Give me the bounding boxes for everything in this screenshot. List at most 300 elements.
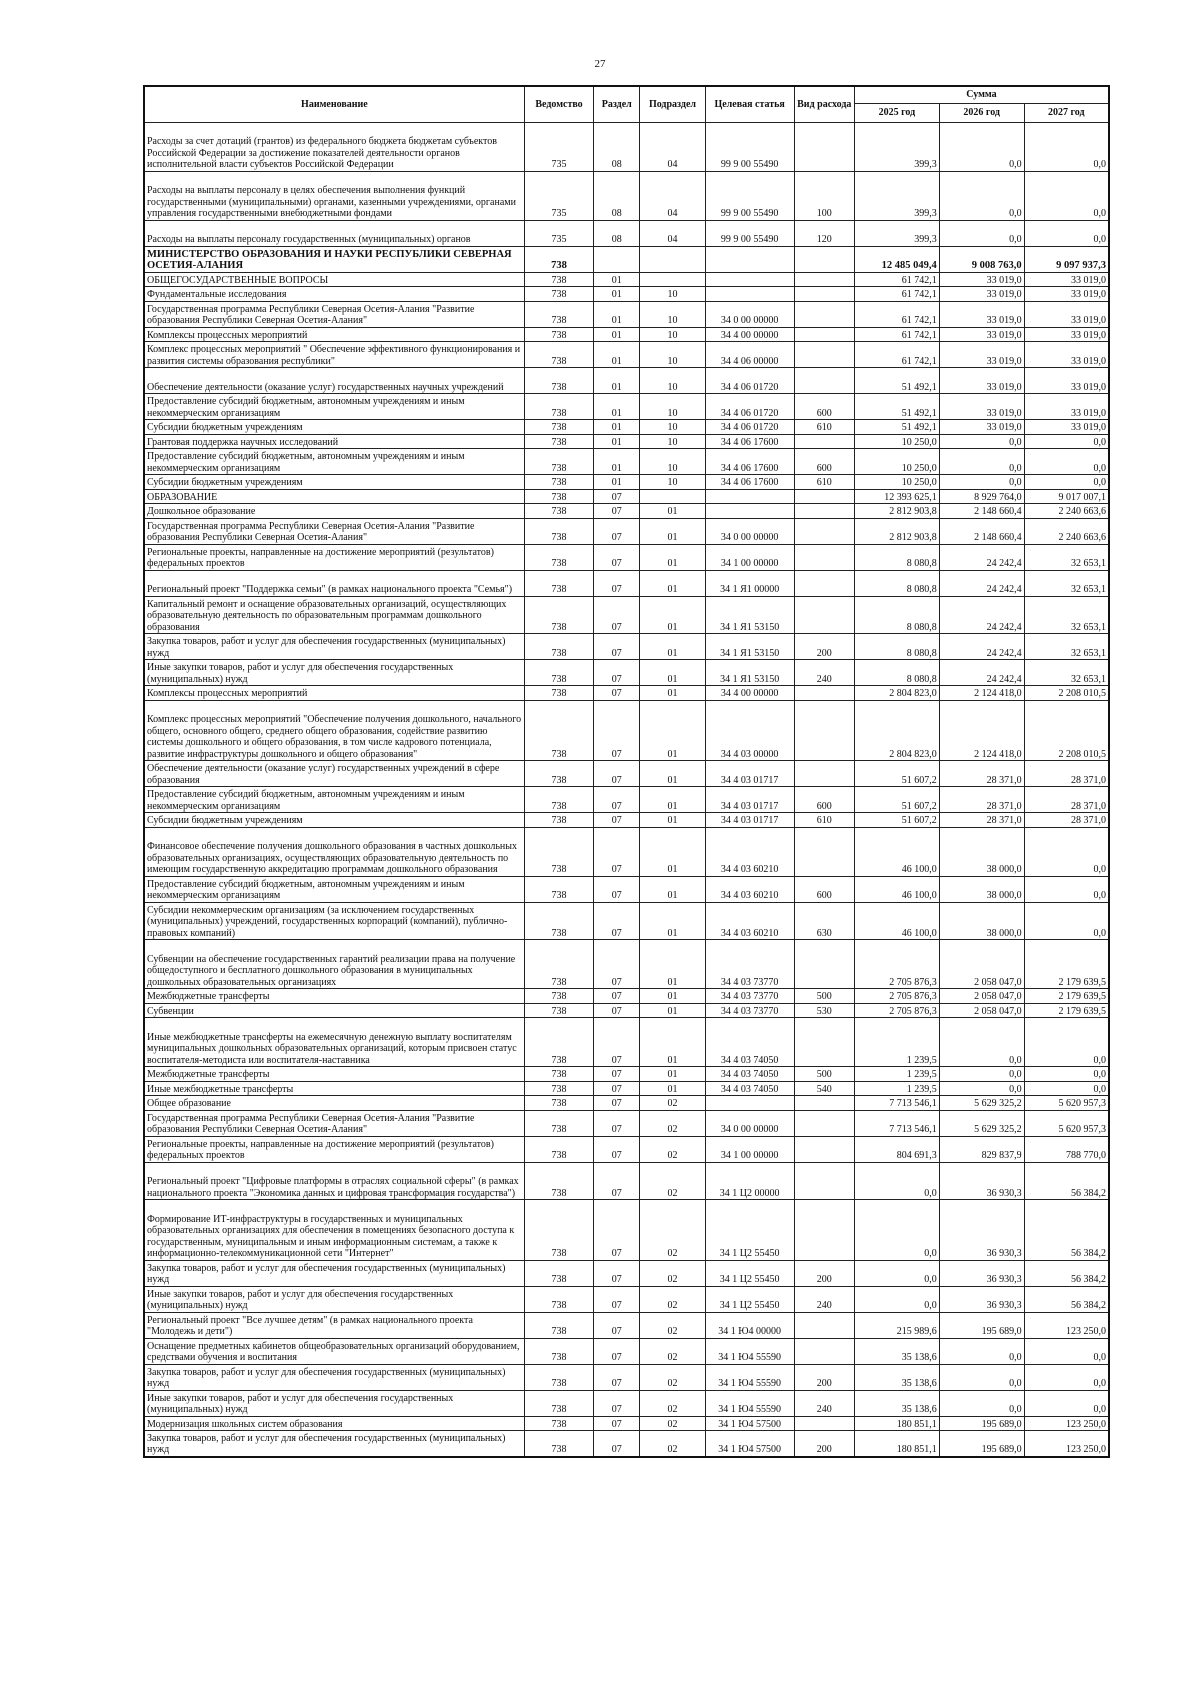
row-vedomstvo: 738 <box>524 420 594 435</box>
row-vedomstvo: 738 <box>524 700 594 761</box>
row-target: 34 4 00 00000 <box>705 327 794 342</box>
row-name: Иные межбюджетные трансферты на ежемесячную денежную выплату воспитателям муниципальных дошкольных образовательных организаций, которым присвоен статус воспитателя-методиста или воспитателя-наставника <box>144 1018 524 1067</box>
row-podrazdel: 10 <box>640 475 705 490</box>
row-podrazdel: 01 <box>640 504 705 519</box>
row-2027: 788 770,0 <box>1024 1136 1109 1162</box>
row-2025: 61 742,1 <box>854 272 939 287</box>
row-name: Обеспечение деятельности (оказание услуг) государственных научных учреждений <box>144 368 524 394</box>
row-name: Субсидии бюджетным учреждениям <box>144 813 524 828</box>
row-target: 34 4 06 01720 <box>705 368 794 394</box>
table-row <box>144 634 1109 660</box>
row-2027: 33 019,0 <box>1024 287 1109 302</box>
row-razdel: 07 <box>594 989 640 1004</box>
row-2025: 46 100,0 <box>854 902 939 940</box>
table-row <box>144 171 1109 220</box>
row-vid <box>794 504 854 519</box>
row-2026: 24 242,4 <box>939 634 1024 660</box>
row-2025: 61 742,1 <box>854 342 939 368</box>
row-2027: 0,0 <box>1024 449 1109 475</box>
row-target: 34 1 Ц2 55450 <box>705 1260 794 1286</box>
row-vedomstvo: 738 <box>524 327 594 342</box>
row-2027: 2 179 639,5 <box>1024 989 1109 1004</box>
row-vid <box>794 1096 854 1111</box>
row-podrazdel: 01 <box>640 544 705 570</box>
row-vid: 200 <box>794 634 854 660</box>
row-vid <box>794 368 854 394</box>
row-name: Комплекс процессных мероприятий "Обеспечение получения дошкольного, начального общего, основного общего, среднего общего образования, содействие развитию системы дошкольного и общего образования, в том числе кадрового потенциала, развитие инфраструктуры дошкольного и общего образования" <box>144 700 524 761</box>
row-2026: 0,0 <box>939 1338 1024 1364</box>
row-2026: 28 371,0 <box>939 813 1024 828</box>
row-2027: 33 019,0 <box>1024 342 1109 368</box>
row-target: 34 0 00 00000 <box>705 518 794 544</box>
table-row <box>144 449 1109 475</box>
row-vedomstvo: 738 <box>524 1200 594 1261</box>
row-2026: 33 019,0 <box>939 342 1024 368</box>
row-vid <box>794 544 854 570</box>
row-2026: 36 930,3 <box>939 1162 1024 1200</box>
row-2025: 8 080,8 <box>854 634 939 660</box>
row-vedomstvo: 738 <box>524 660 594 686</box>
table-row <box>144 246 1109 272</box>
row-name: ОБРАЗОВАНИЕ <box>144 489 524 504</box>
row-name: Закупка товаров, работ и услуг для обеспечения государственных (муниципальных) нужд <box>144 1431 524 1457</box>
row-vedomstvo: 738 <box>524 544 594 570</box>
row-podrazdel: 02 <box>640 1338 705 1364</box>
row-razdel: 07 <box>594 940 640 989</box>
row-2027: 56 384,2 <box>1024 1260 1109 1286</box>
row-vid <box>794 1312 854 1338</box>
row-2026: 2 124 418,0 <box>939 686 1024 701</box>
row-razdel: 07 <box>594 1162 640 1200</box>
row-name: Расходы на выплаты персоналу государственных (муниципальных) органов <box>144 220 524 246</box>
row-name: Комплексы процессных мероприятий <box>144 686 524 701</box>
table-row <box>144 596 1109 634</box>
row-target <box>705 1096 794 1111</box>
row-razdel: 07 <box>594 1018 640 1067</box>
row-2025: 12 393 625,1 <box>854 489 939 504</box>
row-razdel: 07 <box>594 1136 640 1162</box>
row-2025: 399,3 <box>854 220 939 246</box>
row-podrazdel: 01 <box>640 570 705 596</box>
row-target: 34 4 03 60210 <box>705 902 794 940</box>
table-row <box>144 1338 1109 1364</box>
row-vid <box>794 761 854 787</box>
row-2027: 0,0 <box>1024 902 1109 940</box>
table-row <box>144 902 1109 940</box>
row-vedomstvo: 735 <box>524 122 594 171</box>
row-razdel: 07 <box>594 813 640 828</box>
row-2027: 0,0 <box>1024 475 1109 490</box>
row-2025: 1 239,5 <box>854 1018 939 1067</box>
row-2026: 0,0 <box>939 475 1024 490</box>
row-target: 34 4 06 17600 <box>705 449 794 475</box>
row-2026: 0,0 <box>939 171 1024 220</box>
row-razdel: 08 <box>594 171 640 220</box>
table-row <box>144 220 1109 246</box>
row-2026: 2 148 660,4 <box>939 518 1024 544</box>
row-target: 34 4 03 73770 <box>705 940 794 989</box>
row-target: 99 9 00 55490 <box>705 220 794 246</box>
row-podrazdel: 01 <box>640 813 705 828</box>
row-vid: 600 <box>794 787 854 813</box>
row-razdel: 07 <box>594 1431 640 1457</box>
table-body <box>144 122 1109 1457</box>
row-vid: 240 <box>794 660 854 686</box>
row-2025: 8 080,8 <box>854 660 939 686</box>
table-row <box>144 1416 1109 1431</box>
row-podrazdel: 10 <box>640 434 705 449</box>
row-2026: 33 019,0 <box>939 327 1024 342</box>
table-row <box>144 301 1109 327</box>
row-2027: 123 250,0 <box>1024 1431 1109 1457</box>
row-target: 34 1 Ю4 55590 <box>705 1338 794 1364</box>
header-target: Целевая статья <box>705 86 794 122</box>
row-razdel: 07 <box>594 1338 640 1364</box>
table-row <box>144 1162 1109 1200</box>
row-vid <box>794 686 854 701</box>
row-target: 34 4 06 01720 <box>705 420 794 435</box>
row-razdel: 01 <box>594 301 640 327</box>
row-vid: 200 <box>794 1364 854 1390</box>
row-2026: 33 019,0 <box>939 394 1024 420</box>
table-row <box>144 1312 1109 1338</box>
row-target: 34 1 00 00000 <box>705 544 794 570</box>
row-vedomstvo: 738 <box>524 301 594 327</box>
row-2026: 5 629 325,2 <box>939 1096 1024 1111</box>
row-name: Грантовая поддержка научных исследований <box>144 434 524 449</box>
row-name: Закупка товаров, работ и услуг для обеспечения государственных (муниципальных) нужд <box>144 1260 524 1286</box>
row-2025: 0,0 <box>854 1162 939 1200</box>
row-2027: 33 019,0 <box>1024 301 1109 327</box>
row-name: Региональные проекты, направленные на достижение мероприятий (результатов) федеральных проектов <box>144 544 524 570</box>
row-target: 34 4 06 01720 <box>705 394 794 420</box>
row-2026: 36 930,3 <box>939 1200 1024 1261</box>
row-podrazdel: 10 <box>640 449 705 475</box>
row-podrazdel: 10 <box>640 287 705 302</box>
row-target: 99 9 00 55490 <box>705 122 794 171</box>
row-name: Капитальный ремонт и оснащение образовательных организаций, осуществляющих образовательную деятельность по образовательным программам дошкольного образования <box>144 596 524 634</box>
row-target: 34 1 Ц2 55450 <box>705 1200 794 1261</box>
row-2026: 28 371,0 <box>939 787 1024 813</box>
row-razdel: 07 <box>594 518 640 544</box>
row-2027: 0,0 <box>1024 1338 1109 1364</box>
row-vedomstvo: 738 <box>524 876 594 902</box>
table-row <box>144 940 1109 989</box>
row-razdel: 01 <box>594 327 640 342</box>
table-row <box>144 1003 1109 1018</box>
row-vid: 500 <box>794 989 854 1004</box>
row-podrazdel: 02 <box>640 1110 705 1136</box>
row-target: 34 4 03 74050 <box>705 1067 794 1082</box>
row-name: Предоставление субсидий бюджетным, автономным учреждениям и иным некоммерческим организациям <box>144 449 524 475</box>
row-podrazdel: 02 <box>640 1136 705 1162</box>
table-row <box>144 813 1109 828</box>
row-2027: 32 653,1 <box>1024 634 1109 660</box>
row-target <box>705 272 794 287</box>
row-podrazdel: 01 <box>640 902 705 940</box>
row-razdel: 07 <box>594 634 640 660</box>
table-row <box>144 660 1109 686</box>
row-vid <box>794 434 854 449</box>
row-2027: 32 653,1 <box>1024 544 1109 570</box>
row-podrazdel: 01 <box>640 660 705 686</box>
row-vedomstvo: 738 <box>524 1416 594 1431</box>
row-target: 34 1 Ю4 57500 <box>705 1431 794 1457</box>
row-name: Предоставление субсидий бюджетным, автономным учреждениям и иным некоммерческим организациям <box>144 876 524 902</box>
row-podrazdel: 10 <box>640 368 705 394</box>
row-2026: 8 929 764,0 <box>939 489 1024 504</box>
row-razdel: 07 <box>594 787 640 813</box>
row-razdel <box>594 246 640 272</box>
row-podrazdel: 02 <box>640 1162 705 1200</box>
row-target: 34 1 Ю4 57500 <box>705 1416 794 1431</box>
table-row <box>144 434 1109 449</box>
row-target: 34 4 06 17600 <box>705 434 794 449</box>
row-2026: 38 000,0 <box>939 876 1024 902</box>
row-vedomstvo: 738 <box>524 504 594 519</box>
row-2025: 0,0 <box>854 1260 939 1286</box>
row-name: Расходы на выплаты персоналу в целях обеспечения выполнения функций государственными (муниципальными) органами, казенными учреждениями, органами управления государственными внебюджетными фондами <box>144 171 524 220</box>
row-razdel: 07 <box>594 761 640 787</box>
row-2025: 61 742,1 <box>854 327 939 342</box>
row-podrazdel: 01 <box>640 518 705 544</box>
table-row <box>144 342 1109 368</box>
row-2027: 0,0 <box>1024 1364 1109 1390</box>
row-2026: 33 019,0 <box>939 301 1024 327</box>
table-row <box>144 1200 1109 1261</box>
row-vid: 600 <box>794 449 854 475</box>
row-target: 34 1 Я1 00000 <box>705 570 794 596</box>
row-vid: 120 <box>794 220 854 246</box>
row-2026: 0,0 <box>939 1081 1024 1096</box>
table-row <box>144 287 1109 302</box>
row-razdel: 07 <box>594 1260 640 1286</box>
table-row <box>144 827 1109 876</box>
row-vedomstvo: 738 <box>524 475 594 490</box>
row-razdel: 01 <box>594 287 640 302</box>
row-razdel: 07 <box>594 1096 640 1111</box>
row-name: Финансовое обеспечение получения дошкольного образования в частных дошкольных образовательных организациях, осуществляющих образовательную деятельность по имеющим государственную аккредитацию программам дошкольного образования <box>144 827 524 876</box>
row-2025: 51 492,1 <box>854 420 939 435</box>
header-podrazdel: Подраздел <box>640 86 705 122</box>
row-2027: 0,0 <box>1024 1067 1109 1082</box>
row-2027: 2 208 010,5 <box>1024 700 1109 761</box>
row-2025: 10 250,0 <box>854 449 939 475</box>
row-2026: 0,0 <box>939 122 1024 171</box>
row-vid <box>794 1110 854 1136</box>
row-2027: 32 653,1 <box>1024 596 1109 634</box>
row-2027: 5 620 957,3 <box>1024 1110 1109 1136</box>
row-target: 34 1 Ю4 00000 <box>705 1312 794 1338</box>
row-razdel: 07 <box>594 1364 640 1390</box>
row-razdel: 01 <box>594 368 640 394</box>
header-vedomstvo: Ведомство <box>524 86 594 122</box>
row-2026: 0,0 <box>939 434 1024 449</box>
row-vid: 630 <box>794 902 854 940</box>
row-podrazdel: 04 <box>640 171 705 220</box>
row-2025: 0,0 <box>854 1286 939 1312</box>
row-target <box>705 287 794 302</box>
row-vedomstvo: 738 <box>524 394 594 420</box>
header-summa: Сумма <box>854 86 1109 103</box>
row-2025: 51 492,1 <box>854 394 939 420</box>
row-target: 34 4 06 17600 <box>705 475 794 490</box>
table-row <box>144 475 1109 490</box>
row-podrazdel: 02 <box>640 1364 705 1390</box>
row-name: Иные закупки товаров, работ и услуг для обеспечения государственных (муниципальных) нужд <box>144 1286 524 1312</box>
row-vedomstvo: 738 <box>524 1312 594 1338</box>
row-2027: 0,0 <box>1024 434 1109 449</box>
row-vid: 530 <box>794 1003 854 1018</box>
table-row <box>144 122 1109 171</box>
row-2027: 2 179 639,5 <box>1024 1003 1109 1018</box>
row-vedomstvo: 738 <box>524 787 594 813</box>
row-vid <box>794 940 854 989</box>
row-2025: 180 851,1 <box>854 1431 939 1457</box>
row-2027: 0,0 <box>1024 171 1109 220</box>
row-vedomstvo: 738 <box>524 368 594 394</box>
row-name: Иные межбюджетные трансферты <box>144 1081 524 1096</box>
table-row <box>144 504 1109 519</box>
row-razdel: 01 <box>594 420 640 435</box>
row-razdel: 07 <box>594 1286 640 1312</box>
row-razdel: 08 <box>594 122 640 171</box>
row-2025: 61 742,1 <box>854 287 939 302</box>
row-vid: 200 <box>794 1431 854 1457</box>
row-2026: 33 019,0 <box>939 287 1024 302</box>
row-target: 34 4 03 60210 <box>705 876 794 902</box>
table-row <box>144 1067 1109 1082</box>
row-2027: 33 019,0 <box>1024 368 1109 394</box>
row-razdel: 01 <box>594 342 640 368</box>
row-2025: 1 239,5 <box>854 1081 939 1096</box>
row-podrazdel: 01 <box>640 761 705 787</box>
row-name: Закупка товаров, работ и услуг для обеспечения государственных (муниципальных) нужд <box>144 1364 524 1390</box>
row-podrazdel: 01 <box>640 686 705 701</box>
row-2027: 2 240 663,6 <box>1024 518 1109 544</box>
row-vid <box>794 122 854 171</box>
row-name: Общее образование <box>144 1096 524 1111</box>
row-podrazdel: 01 <box>640 700 705 761</box>
row-vedomstvo: 738 <box>524 902 594 940</box>
row-podrazdel: 01 <box>640 634 705 660</box>
row-vid <box>794 700 854 761</box>
row-name: Дошкольное образование <box>144 504 524 519</box>
row-2027: 32 653,1 <box>1024 660 1109 686</box>
row-podrazdel: 01 <box>640 787 705 813</box>
row-vedomstvo: 738 <box>524 634 594 660</box>
row-2026: 33 019,0 <box>939 272 1024 287</box>
row-2026: 36 930,3 <box>939 1286 1024 1312</box>
row-2025: 51 492,1 <box>854 368 939 394</box>
row-2027: 123 250,0 <box>1024 1416 1109 1431</box>
row-2027: 0,0 <box>1024 220 1109 246</box>
row-2027: 0,0 <box>1024 1081 1109 1096</box>
row-vid <box>794 301 854 327</box>
row-podrazdel: 01 <box>640 1067 705 1082</box>
row-podrazdel: 10 <box>640 342 705 368</box>
row-name: Предоставление субсидий бюджетным, автономным учреждениям и иным некоммерческим организациям <box>144 394 524 420</box>
row-razdel: 07 <box>594 1416 640 1431</box>
row-2026: 38 000,0 <box>939 902 1024 940</box>
row-2025: 8 080,8 <box>854 544 939 570</box>
table-row <box>144 1081 1109 1096</box>
row-name: Межбюджетные трансферты <box>144 989 524 1004</box>
row-vedomstvo: 738 <box>524 449 594 475</box>
row-2027: 56 384,2 <box>1024 1200 1109 1261</box>
table-row <box>144 1364 1109 1390</box>
header-name: Наименование <box>144 86 524 122</box>
row-razdel: 01 <box>594 475 640 490</box>
row-2026: 195 689,0 <box>939 1312 1024 1338</box>
row-2025: 46 100,0 <box>854 827 939 876</box>
row-2026: 33 019,0 <box>939 420 1024 435</box>
row-vedomstvo: 738 <box>524 1286 594 1312</box>
row-2025: 399,3 <box>854 122 939 171</box>
row-target: 34 4 03 73770 <box>705 1003 794 1018</box>
row-target: 34 0 00 00000 <box>705 301 794 327</box>
row-target: 34 1 Ю4 55590 <box>705 1364 794 1390</box>
row-2026: 9 008 763,0 <box>939 246 1024 272</box>
row-target: 34 4 03 01717 <box>705 813 794 828</box>
row-2025: 7 713 546,1 <box>854 1110 939 1136</box>
row-target: 34 4 03 01717 <box>705 761 794 787</box>
row-vedomstvo: 738 <box>524 342 594 368</box>
row-vedomstvo: 738 <box>524 1081 594 1096</box>
row-razdel: 07 <box>594 504 640 519</box>
row-podrazdel: 10 <box>640 420 705 435</box>
row-target <box>705 489 794 504</box>
row-vid <box>794 596 854 634</box>
row-razdel: 07 <box>594 1312 640 1338</box>
row-target: 34 4 03 74050 <box>705 1018 794 1067</box>
row-2026: 0,0 <box>939 1018 1024 1067</box>
row-2026: 33 019,0 <box>939 368 1024 394</box>
row-2027: 56 384,2 <box>1024 1162 1109 1200</box>
row-razdel: 07 <box>594 544 640 570</box>
row-name: Государственная программа Республики Северная Осетия-Алания "Развитие образования Республики Северная Осетия-Алания" <box>144 518 524 544</box>
row-name: Иные закупки товаров, работ и услуг для обеспечения государственных (муниципальных) нужд <box>144 660 524 686</box>
row-razdel: 07 <box>594 876 640 902</box>
row-vid <box>794 1200 854 1261</box>
row-2025: 2 812 903,8 <box>854 504 939 519</box>
table-row <box>144 876 1109 902</box>
row-vedomstvo: 738 <box>524 596 594 634</box>
row-target: 34 4 03 60210 <box>705 827 794 876</box>
row-podrazdel: 01 <box>640 989 705 1004</box>
row-name: Формирование ИТ-инфраструктуры в государственных и муниципальных образовательных организациях для обеспечения в помещениях безопасного доступа к государственным, муниципальным и иным информационным системам, а также к информационно-телекоммуникационной сети "Интернет" <box>144 1200 524 1261</box>
row-2026: 24 242,4 <box>939 596 1024 634</box>
row-target: 34 1 Я1 53150 <box>705 596 794 634</box>
table-row <box>144 700 1109 761</box>
row-vid: 610 <box>794 420 854 435</box>
row-vid: 600 <box>794 394 854 420</box>
table-row <box>144 1110 1109 1136</box>
row-podrazdel: 02 <box>640 1431 705 1457</box>
row-podrazdel: 01 <box>640 1003 705 1018</box>
row-target <box>705 504 794 519</box>
table-row <box>144 544 1109 570</box>
row-2025: 399,3 <box>854 171 939 220</box>
row-vid <box>794 1136 854 1162</box>
row-vedomstvo: 738 <box>524 813 594 828</box>
row-vedomstvo: 738 <box>524 1067 594 1082</box>
row-vedomstvo: 738 <box>524 434 594 449</box>
row-vedomstvo: 738 <box>524 1431 594 1457</box>
row-vid <box>794 287 854 302</box>
row-2026: 28 371,0 <box>939 761 1024 787</box>
row-2027: 33 019,0 <box>1024 272 1109 287</box>
